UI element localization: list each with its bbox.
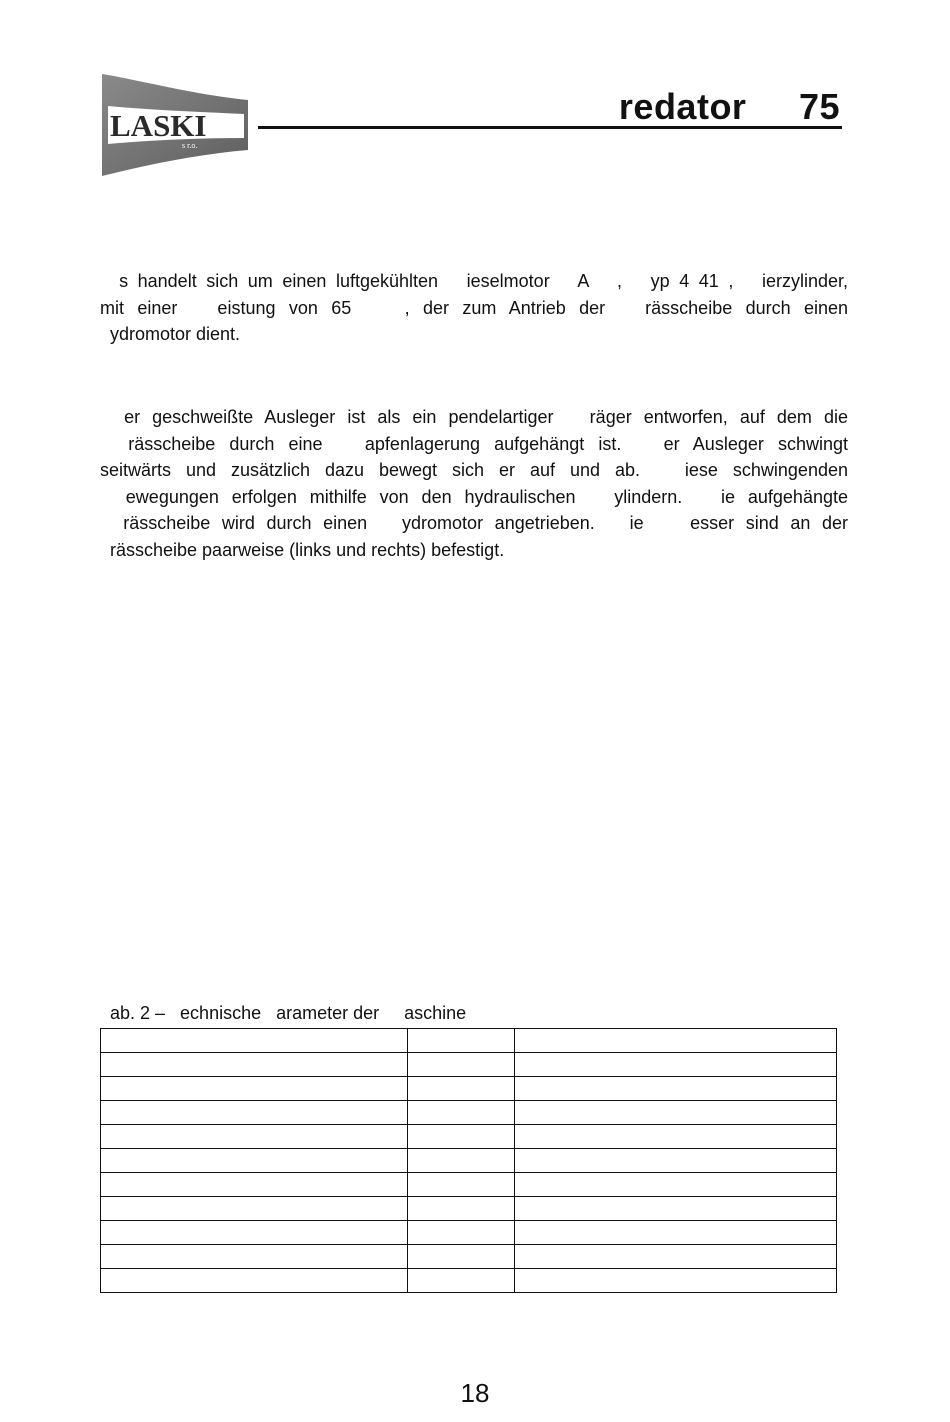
table-cell [408,1029,515,1053]
table-cell [515,1245,837,1269]
table-row [101,1197,837,1221]
table-cell [408,1221,515,1245]
page-number: 18 [460,1378,490,1408]
table-cell [408,1173,515,1197]
table-row [101,1269,837,1293]
logo-subtext: s r.o. [182,141,198,150]
paragraph-engine [100,268,848,348]
paragraph-line: s handelt sich um einen luftgekühlten ieselmotor A , yp 4 41 , ierzylinder, [100,271,848,291]
table-cell [408,1077,515,1101]
table-row [101,1173,837,1197]
table-cell [101,1221,408,1245]
table-cell [408,1101,515,1125]
table-row [101,1101,837,1125]
table-cell [101,1245,408,1269]
table-cell [515,1221,837,1245]
table-cell [515,1125,837,1149]
table-cell [101,1197,408,1221]
table-cell [101,1173,408,1197]
table-cell [101,1125,408,1149]
table-cell [408,1053,515,1077]
technical-parameters-table [100,1028,837,1293]
table-cell [101,1077,408,1101]
paragraph-line: mit einer eistung von 65 , der zum Antrieb der rässcheibe durch einen [100,297,848,318]
table-cell [515,1269,837,1293]
laski-logo [100,72,250,178]
table-cell [408,1125,515,1149]
paragraph-line: rässcheibe durch eine apfenlagerung aufgehängt ist. er Ausleger schwingt [100,433,848,454]
table-row [101,1149,837,1173]
logo-wordmark: LASKI [110,108,207,143]
table-cell [101,1029,408,1053]
table-row [101,1221,837,1245]
table-cell [515,1101,837,1125]
table-cell [101,1053,408,1077]
table-row [101,1029,837,1053]
table-row [101,1077,837,1101]
paragraph-line: ydromotor dient. [100,324,241,344]
table-cell [101,1269,408,1293]
paragraph-line: seitwärts und zusätzlich dazu bewegt sich er auf und ab. iese schwingenden [100,460,848,480]
table-cell [515,1173,837,1197]
table-cell [408,1149,515,1173]
paragraph-boom [100,404,848,563]
table-row [101,1053,837,1077]
table-cell [515,1029,837,1053]
table-cell [515,1149,837,1173]
table-cell [515,1197,837,1221]
paragraph-line: er geschweißte Ausleger ist als ein pendelartiger räger entworfen, auf dem die [100,407,848,427]
page-header-title: redator 75 [618,86,840,127]
table-cell [515,1077,837,1101]
paragraph-line: ewegungen erfolgen mithilfe von den hydraulischen ylindern. ie aufgehängte [100,486,848,507]
paragraph-line: rässcheibe wird durch einen ydromotor angetrieben. ie esser sind an der [100,513,848,533]
table-cell [408,1245,515,1269]
table-cell [101,1149,408,1173]
table-cell [515,1053,837,1077]
table-caption: ab. 2 – echnische arameter der aschine [100,1003,467,1023]
table-cell [408,1269,515,1293]
table-cell [408,1197,515,1221]
table-row [101,1245,837,1269]
table-cell [101,1101,408,1125]
table-row [101,1125,837,1149]
paragraph-line: rässcheibe paarweise (links und rechts) befestigt. [100,539,505,560]
